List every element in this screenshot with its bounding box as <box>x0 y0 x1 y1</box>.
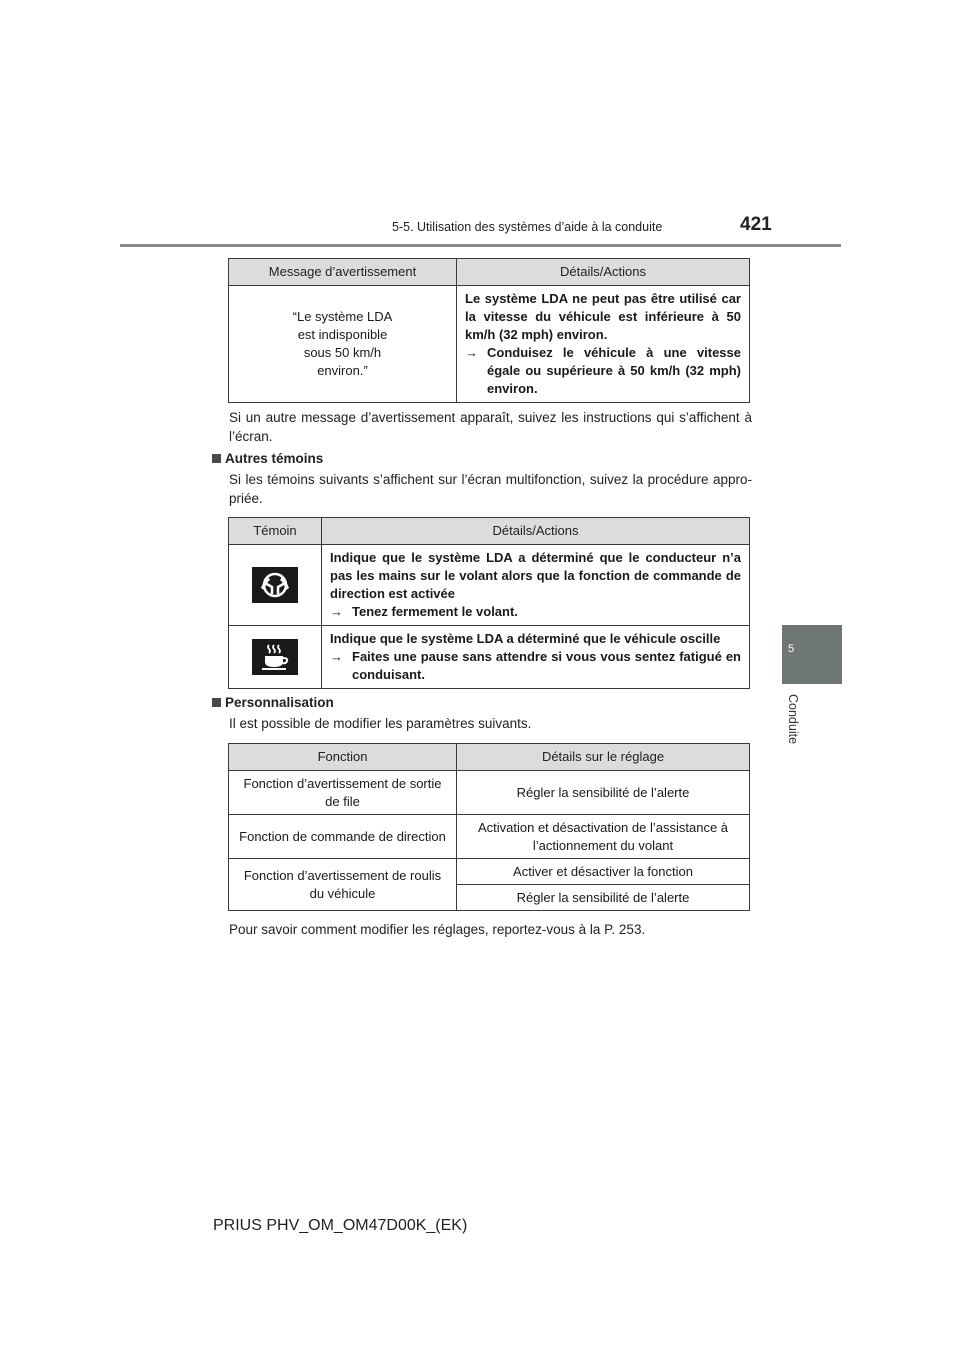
table-header-row <box>229 259 750 286</box>
action-text: Conduisez le véhicule à une vitesse égale ou supérieure à 50 km/h (32 mph) environ. <box>487 345 741 396</box>
details-text: Le système LDA ne peut pas être utilisé car la vitesse du véhicule est inférieure à 50 km/h (32 mph) environ. <box>465 291 741 342</box>
function-cell: Fonction d’avertissement de roulis du véhicule <box>229 859 457 911</box>
column-header: Témoin <box>229 518 322 545</box>
header-rule <box>120 244 841 247</box>
table-header-row <box>229 518 750 545</box>
action-text: Tenez fermement le volant. <box>352 604 518 619</box>
indicator-details-cell <box>322 545 750 626</box>
arrow-icon: → <box>330 649 343 664</box>
indicator-cell <box>229 545 322 626</box>
column-header: Fonction <box>229 744 457 771</box>
table-row <box>229 626 750 689</box>
table-row <box>229 286 750 403</box>
setting-cell: Régler la sensibilité de l’alerte <box>457 885 750 911</box>
bullet-square-icon <box>212 698 221 707</box>
message-line: est indisponible <box>297 327 388 342</box>
arrow-icon: → <box>330 604 343 619</box>
coffee-cup-icon <box>252 639 298 675</box>
message-line: sous 50 km/h <box>303 345 382 360</box>
message-line: environ.” <box>317 363 368 378</box>
function-cell: Fonction d’avertissement de sortie de file <box>229 771 457 815</box>
indicator-table <box>228 517 750 689</box>
indicator-details-cell <box>322 626 750 689</box>
warning-message-cell <box>229 286 457 403</box>
paragraph-other-message: Si un autre message d’avertissement apparaît, suivez les instructions qui s’affichent à l’écran. <box>229 410 752 444</box>
function-cell: Fonction de commande de direction <box>229 815 457 859</box>
table-row <box>229 815 750 859</box>
table-header-row <box>229 744 750 771</box>
table-row <box>229 859 750 885</box>
heading-text: Personnalisation <box>225 695 334 710</box>
bullet-square-icon <box>212 454 221 463</box>
chapter-number: 5 <box>788 643 795 655</box>
setting-cell: Activer et désactiver la fonction <box>457 859 750 885</box>
table-row <box>229 771 750 815</box>
action-text: Faites une pause sans attendre si vous vous sentez fatigué en conduisant. <box>352 649 741 682</box>
indicator-cell <box>229 626 322 689</box>
arrow-icon: → <box>465 345 478 360</box>
heading-personnalisation <box>212 695 334 710</box>
action-line <box>330 603 741 621</box>
document-footer: PRIUS PHV_OM_OM47D00K_(EK) <box>213 1217 468 1234</box>
heading-text: Autres témoins <box>225 451 324 466</box>
heading-autres-temoins <box>212 451 323 466</box>
paragraph-temoins: Si les témoins suivants s’affichent sur l’écran multifonction, suivez la procédure appro-priée. <box>229 472 752 506</box>
details-text: Indique que le système LDA a déterminé que le conducteur n’a pas les mains sur le volant alors que la fonction de commande de direction est activée <box>330 550 741 601</box>
paragraph-reference: Pour savoir comment modifier les réglages, reportez-vous à la P. 253. <box>229 922 646 937</box>
column-header: Détails sur le réglage <box>457 744 750 771</box>
column-header: Message d’avertissement <box>229 259 457 286</box>
column-header: Détails/Actions <box>322 518 750 545</box>
setting-cell: Activation et désactivation de l’assistance à l’actionnement du volant <box>457 815 750 859</box>
steering-wheel-hands-off-icon <box>252 567 298 603</box>
action-line <box>465 344 741 398</box>
page-number: 421 <box>740 214 772 235</box>
paragraph-personnalisation: Il est possible de modifier les paramètres suivants. <box>229 716 532 731</box>
warning-message-table <box>228 258 750 403</box>
details-text: Indique que le système LDA a déterminé que le véhicule oscille <box>330 631 721 646</box>
customization-table <box>228 743 750 911</box>
chapter-label: Conduite <box>786 694 800 745</box>
message-line: “Le système LDA <box>292 309 393 324</box>
action-line <box>330 648 741 684</box>
section-title: 5-5. Utilisation des systèmes d’aide à la conduite <box>392 220 663 234</box>
column-header: Détails/Actions <box>457 259 750 286</box>
table-row <box>229 545 750 626</box>
details-cell <box>457 286 750 403</box>
setting-cell: Régler la sensibilité de l’alerte <box>457 771 750 815</box>
